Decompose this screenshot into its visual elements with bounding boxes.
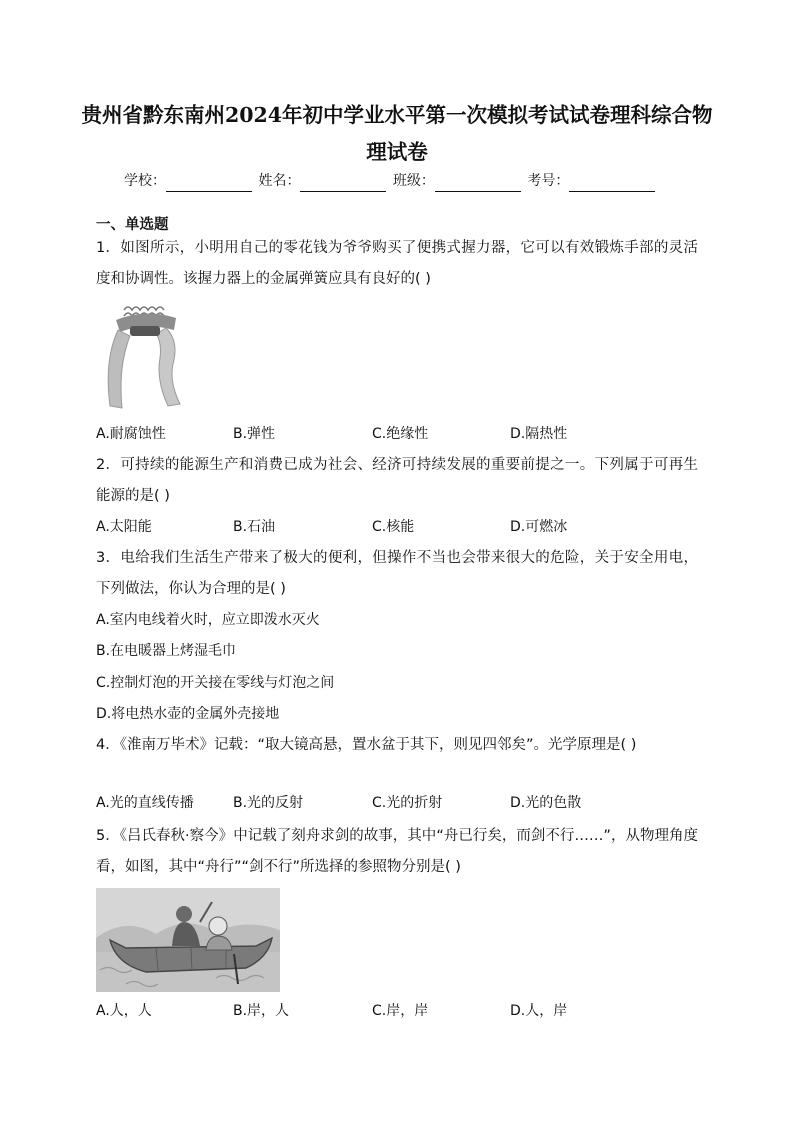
q2-option-c[interactable]: C.核能: [372, 519, 415, 535]
q2-option-a[interactable]: A.太阳能: [96, 519, 152, 535]
q4-option-a[interactable]: A.光的直线传播: [96, 795, 194, 811]
q1-option-b[interactable]: B.弹性: [233, 426, 276, 442]
class-blank[interactable]: [435, 175, 521, 192]
q3-option-b[interactable]: B.在电暖器上烤湿毛巾: [96, 643, 237, 659]
hand-grip-image: [96, 300, 188, 412]
school-label: 学校：: [124, 173, 166, 189]
q1-option-d[interactable]: D.隔热性: [510, 426, 568, 442]
q3-option-c[interactable]: C.控制灯泡的开关接在零线与灯泡之间: [96, 675, 335, 691]
exam-title: [80, 97, 714, 171]
q5-option-b[interactable]: B.岸，人: [233, 1003, 290, 1019]
student-info-row: [124, 170, 684, 192]
name-blank[interactable]: [300, 175, 386, 192]
q5-option-d[interactable]: D.人，岸: [510, 1003, 568, 1019]
q2-option-d[interactable]: D.可燃冰: [510, 519, 568, 535]
number-blank[interactable]: [569, 175, 655, 192]
q3-option-d[interactable]: D.将电热水壶的金属外壳接地: [96, 706, 280, 722]
title-line-2: 理试卷: [366, 140, 428, 164]
q3-option-a[interactable]: A.室内电线着火时，应立即泼水灭火: [96, 612, 320, 628]
school-blank[interactable]: [166, 175, 252, 192]
question-1: 1．如图所示，小明用自己的零花钱为爷爷购买了便携式握力器，它可以有效锻炼手部的灵活度和协调性。该握力器上的金属弹簧应具有良好的( ): [96, 240, 698, 287]
question-2: 2．可持续的能源生产和消费已成为社会、经济可持续发展的重要前提之一。下列属于可再生能源的是( ): [96, 457, 698, 504]
q1-option-c[interactable]: C.绝缘性: [372, 426, 429, 442]
q5-option-a[interactable]: A.人，人: [96, 1003, 152, 1019]
question-3: 3．电给我们生活生产带来了极大的便利，但操作不当也会带来很大的危险，关于安全用电，下列做法，你认为合理的是( ): [96, 550, 698, 597]
q5-option-c[interactable]: C.岸，岸: [372, 1003, 429, 1019]
q1-option-a[interactable]: A.耐腐蚀性: [96, 426, 166, 442]
question-4: 4．《淮南万毕术》记载：“取大镜高悬，置水盆于其下，则见四邻矣”。光学原理是( ): [96, 737, 637, 753]
q2-option-b[interactable]: B.石油: [233, 519, 276, 535]
boat-story-image: [96, 888, 280, 992]
q4-option-b[interactable]: B.光的反射: [233, 795, 304, 811]
name-label: 姓名：: [258, 173, 301, 189]
section-heading: 一、单选题: [96, 217, 169, 233]
number-label: 考号：: [527, 173, 570, 189]
q4-option-c[interactable]: C.光的折射: [372, 795, 443, 811]
class-label: 班级：: [392, 173, 435, 189]
q4-option-d[interactable]: D.光的色散: [510, 795, 582, 811]
title-line-1: 贵州省黔东南州2024年初中学业水平第一次模拟考试试卷理科综合物: [81, 103, 713, 127]
question-5: 5．《吕氏春秋·察今》中记载了刻舟求剑的故事，其中“舟已行矣，而剑不行……”，从物理角度看，如图，其中“舟行”“剑不行”所选择的参照物分别是( ): [96, 828, 698, 875]
